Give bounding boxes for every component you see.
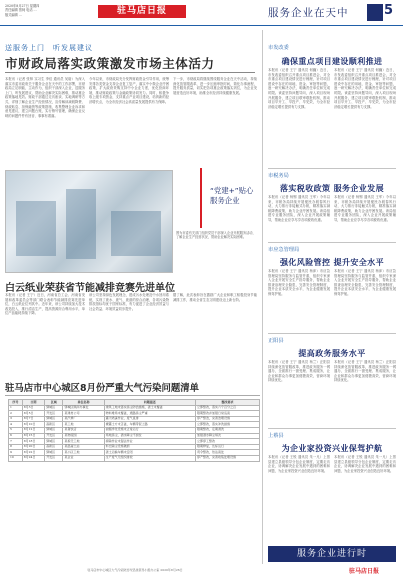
- right-headline-3: 强化风险管控 提升安全水平: [280, 258, 384, 267]
- table-cell: 驿城区: [45, 450, 63, 456]
- page-number: 5: [384, 3, 394, 18]
- table-header-cell: 单位名称: [63, 400, 104, 406]
- table-cell: 8月24日: [22, 455, 44, 461]
- right-tag-4: 正阳县: [268, 338, 284, 344]
- header-meta-line: 责任编辑 蔡柯 电话 ...: [5, 8, 37, 13]
- table-cell: 某企业: [63, 455, 104, 461]
- table-cell: 油烟净化设施未正常运行: [104, 427, 195, 433]
- table-cell: 驿城区: [45, 405, 63, 411]
- right-headline-1: 确保重点项目建设顺利推进: [281, 57, 383, 66]
- photo-caption: 图为市委有关部门组织党员干部深入企业开展服务活动，了解企业生产经营状况，帮助企业解决实际困难。: [176, 231, 256, 240]
- table-header-cell: 日期: [22, 400, 44, 406]
- table-cell: 渣土运输车辆未密闭: [104, 450, 195, 456]
- table-cell: 开发区: [45, 433, 63, 439]
- table-header-cell: 区域: [45, 400, 63, 406]
- table-cell: 10: [9, 455, 23, 461]
- table-cell: 7: [9, 439, 23, 445]
- right-headline-5: 为企业家投资兴业保驾护航: [281, 444, 383, 453]
- table-cell: 9: [9, 450, 23, 456]
- right-tag-5: 上蔡县: [268, 433, 284, 439]
- pollution-table: [8, 399, 260, 462]
- page-header: [0, 0, 403, 26]
- right-body-2b: 本报讯（记者 杨锡 通讯员 王军）今年以来，市税务局持续开展便民办税春风行动，大力推行非接触式办税，精准落实减税降费政策，助力企业纾困发展。该局组建专业服务团队，深入企业开展政策辅导，帮助企业应享尽享各项税收优惠。: [334, 195, 396, 222]
- header-meta-line: 2020年8月27日 星期四: [5, 4, 40, 8]
- footer-banner: 服务企业进行时: [268, 546, 396, 562]
- table-cell: 8月7日: [22, 416, 44, 422]
- lead-kicker: 送服务上门 听发展建议: [5, 44, 93, 52]
- right-body-1b: 本报讯（记者 王宁 通讯员 何巍）近日，市发改委组织召开重点项目推进会，对全市重点项目建设情况进行梳理，针对项目建设中存在的用地、资金、审批等问题，逐一研究解决办法，明确责任单位和完成时限。该委坚持问题导向，深入项目现场开展服务，建立项目联审联批机制，推动项目早开工、早投产、早见效，为全市经济稳定增长提供有力支撑。: [334, 68, 396, 109]
- right-tag-2: 市税务局: [268, 173, 289, 179]
- photo-detail: [66, 189, 96, 259]
- section-title: 服务企业在天中: [268, 7, 349, 19]
- table-cell: 建筑工地未落实扬尘防治措施，渣土未覆盖: [104, 405, 195, 411]
- table-cell: 8月12日: [22, 427, 44, 433]
- table-cell: 立即整改，落实六个百分之百: [195, 405, 259, 411]
- divider: [268, 428, 396, 429]
- table-cell: 露天喷漆作业，废气直排: [104, 416, 195, 422]
- table-cell: 6: [9, 433, 23, 439]
- table-cell: 限期整改并加强日常巡查: [195, 411, 259, 417]
- table-cell: 8: [9, 444, 23, 450]
- right-body-5b: 本报讯（记者 王锐 通讯员 朱一凡）上蔡县建立县级领导分包企业制度，定期走访企业，协调解决企业发展中遇到的困难和问题，为企业家投资兴业创造良好环境。: [334, 455, 396, 473]
- table-cell: 某工地: [63, 422, 104, 428]
- table-cell: 责令整改，依法查处: [195, 450, 259, 456]
- factory-photo: [5, 170, 173, 273]
- table-cell: 2: [9, 411, 23, 417]
- divider: [268, 242, 396, 243]
- right-body-2: 本报讯（记者 杨锡 通讯员 王军）今年以来，市税务局持续开展便民办税春风行动，大力推行非接触式办税，精准落实减税降费政策，助力企业纾困发展。该局组建专业服务团队，深入企业开展政策辅导，帮助企业应享尽享各项税收优惠。: [268, 195, 330, 222]
- divider: [268, 168, 396, 169]
- table-cell: 生产废气无组织排放: [104, 455, 195, 461]
- table-cell: 高新区: [45, 444, 63, 450]
- header-meta: [5, 4, 75, 17]
- table-cell: 某物流园: [63, 433, 104, 439]
- table-cell: 高新区: [45, 422, 63, 428]
- article2-body-1: 本报讯（记者 王宁）近日，河南省总工会、河南省发展和改革委员会等部门联合表彰节能减排竞赛先进单位，白云纸业位列其中。近年来，该公司持续加大技术改造投入，推行清洁生产，提高资源综合利用水平，单位产品能耗持续下降。: [5, 293, 85, 316]
- photo-detail: [111, 211, 161, 256]
- table-header-cell: 问题描述: [104, 400, 195, 406]
- table-footnote: 驻马店市中心城区大气污染防治攻坚战领导小组办公室 2020年8月26日: [87, 568, 183, 572]
- table-cell: 8月5日: [22, 411, 44, 417]
- column-divider: [262, 30, 263, 564]
- table-cell: 3: [9, 416, 23, 422]
- table-cell: 某混凝土站: [63, 444, 104, 450]
- promo-text: “党建+”贴心服务企业: [210, 186, 254, 205]
- table-cell: 场地扬尘，洒水降尘不到位: [104, 433, 195, 439]
- table-cell: 驿城区: [45, 439, 63, 445]
- table-cell: 立即整改，落实冲洗措施: [195, 422, 259, 428]
- table-cell: 8月20日: [22, 444, 44, 450]
- table-header-cell: 整改要求: [195, 400, 259, 406]
- right-tag-3: 市应急管理局: [268, 247, 300, 253]
- header-meta-line: 版式编辑 ...: [5, 12, 22, 17]
- right-body-4b: 本报讯（记者 王宁 通讯员 杨兰）正阳县持续深化放管服改革，推进政务服务一网通办，全面推行一窗受理、集成服务，让企业和群众办事更加便捷高效，营商环境持续优化。: [334, 360, 396, 383]
- lead-headline: 市财政局落实政策激发市场主体活力: [5, 56, 215, 71]
- table-row: [9, 455, 260, 461]
- table-cell: 4: [9, 422, 23, 428]
- table-cell: 裸露土方未苫盖，车辆带泥上路: [104, 422, 195, 428]
- divider: [5, 72, 255, 73]
- table-cell: 立即停工整改: [195, 439, 259, 445]
- table-cell: 1: [9, 405, 23, 411]
- page-number-box: [367, 4, 383, 21]
- table-cell: 开发区: [45, 411, 63, 417]
- table-cell: 8月10日: [22, 422, 44, 428]
- table-header-cell: 序号: [9, 400, 23, 406]
- right-body-3b: 本报讯（记者 王宁 通讯员 杨沛）市应急管理局坚持服务与监管并重，组织专家深入企业开展安全生产指导服务，帮助企业排查治理安全隐患，完善安全管理制度，提升企业本质安全水平，为企业健康发展保驾护航。: [334, 269, 396, 296]
- table-cell: 某汽修厂: [63, 416, 104, 422]
- table-cell: 8月15日: [22, 433, 44, 439]
- right-body-4: 本报讯（记者 王宁 通讯员 杨兰）正阳县持续深化放管服改革，推进政务服务一网通办，全面推行一窗受理、集成服务，让企业和群众办事更加便捷高效，营商环境持续优化。: [268, 360, 330, 383]
- table-cell: 物料堆场未覆盖，道路扬尘严重: [104, 411, 195, 417]
- right-body-1: 本报讯（记者 王宁 通讯员 何巍）近日，市发改委组织召开重点项目推进会，对全市重点项目建设情况进行梳理，针对项目建设中存在的用地、资金、审批等问题，逐一研究解决办法，明确责任单位和完成时限。该委坚持问题导向，深入项目现场开展服务，建立项目联审联批机制，推动项目早开工、早投产、早见效，为全市经济稳定增长提供有力支撑。: [268, 68, 330, 109]
- table-headline: 驻马店市中心城区8月份严重大气污染问题清单: [5, 383, 200, 394]
- right-headline-2: 落实税收政策 服务企业发展: [280, 184, 384, 193]
- article2-headline: 白云纸业荣获省节能减排竞赛先进单位: [5, 283, 175, 294]
- table-cell: 某小区工地: [63, 450, 104, 456]
- table-cell: 驿城区: [45, 416, 63, 422]
- lead-body-left: 本报讯（记者 张帅 实习生 李佳 通讯员 吴晗）为深入落实市委市政府关于服务企业在天中的工作部署，市财政局立足职能，主动作为，组织干部深入企业，送服务上门，听发展建议，帮助企业解决实际困难，推动惠企政策落地见效。财政干部通过走访座谈、实地调研等方式，详细了解企业生产经营情况，宣传解读减税降费、财政贴息、担保融资等政策措施，收集整理企业诉求和意见建议，建立问题台账，实行销号管理，确保企业反映的问题件件有回音、事事有着落。: [5, 77, 85, 118]
- table-cell: 5: [9, 427, 23, 433]
- table-cell: 限期整改，定期清洗: [195, 427, 259, 433]
- right-body-5: 本报讯（记者 王锐 通讯员 朱一凡）上蔡县建立县级领导分包企业制度，定期走访企业，协调解决企业发展中遇到的困难和问题，为企业家投资兴业创造良好环境。: [268, 455, 330, 473]
- table-cell: 拆除作业未湿法作业: [104, 439, 195, 445]
- table-cell: 驿城区: [45, 427, 63, 433]
- divider: [5, 395, 260, 396]
- footer-logo: 驻马店日报: [349, 568, 380, 575]
- lead-body-right: 下一步，市财政局将继续围绕服务企业在天中活动，持续深化放管服改革，进一步压缩审批时间，简化办事流程，提升服务质量，切实把各项惠企政策落实到位，为企业发展营造良好环境，助推全市经济持续健康发展。: [173, 77, 257, 95]
- right-headline-4: 提高政务服务水平: [298, 349, 366, 358]
- lead-body-mid: 今年以来，市财政局充分发挥财政资金引导作用，统筹安排各类资金支持企业复工复产，落实中小微企业纾困政策，扩大政府采购支持中小企业力度，优化营商环境，推动财政政策与金融政策协同发力。同时，积极争取上级专项资金，支持重点产业项目建设，培育新的经济增长点，为全市经济社会高质量发展提供有力保障。: [89, 77, 169, 104]
- table-cell: 开发区: [45, 455, 63, 461]
- right-body-3: 本报讯（记者 王宁 通讯员 杨沛）市应急管理局坚持服务与监管并重，组织专家深入企业开展安全生产指导服务，帮助企业排查治理安全隐患，完善安全管理制度，提升企业本质安全水平，为企业健康发展保驾护航。: [268, 269, 330, 296]
- table-cell: 限期修复，达标运行: [195, 444, 259, 450]
- table-cell: 料仓除尘设施破损: [104, 444, 195, 450]
- photo-detail: [16, 201, 56, 256]
- right-tag-1: 市发改委: [268, 45, 289, 51]
- article2-body-2: 该公司坚持绿色发展理念，建成污水处理及中水回用系统，实现了废水、废气、废渣的综合治理，各项污染物排放指标均优于国家标准，有力促进了企业经济效益与社会效益、环境效益同步提升。: [89, 293, 169, 311]
- masthead-logo: 驻马店日报: [98, 5, 186, 18]
- article2-body-3: 据了解，此次表彰旨在激励广大企业和职工积极投身节能减排工作，推动全省生态文明建设迈上新台阶。: [173, 293, 257, 302]
- table-cell: 停产整治，完善治理设施: [195, 416, 259, 422]
- table-cell: 8月22日: [22, 450, 44, 456]
- table-cell: 驿城区顺河办事处: [63, 405, 104, 411]
- table-cell: 某建材公司: [63, 411, 104, 417]
- table-cell: 某餐饮店: [63, 427, 104, 433]
- table-cell: 加强洒水降尘频次: [195, 433, 259, 439]
- divider: [268, 333, 396, 334]
- table-cell: 8月18日: [22, 439, 44, 445]
- table-cell: 8月3日: [22, 405, 44, 411]
- table-cell: 某拆迁工地: [63, 439, 104, 445]
- table-cell: 停产整改，完善收集处理设施: [195, 455, 259, 461]
